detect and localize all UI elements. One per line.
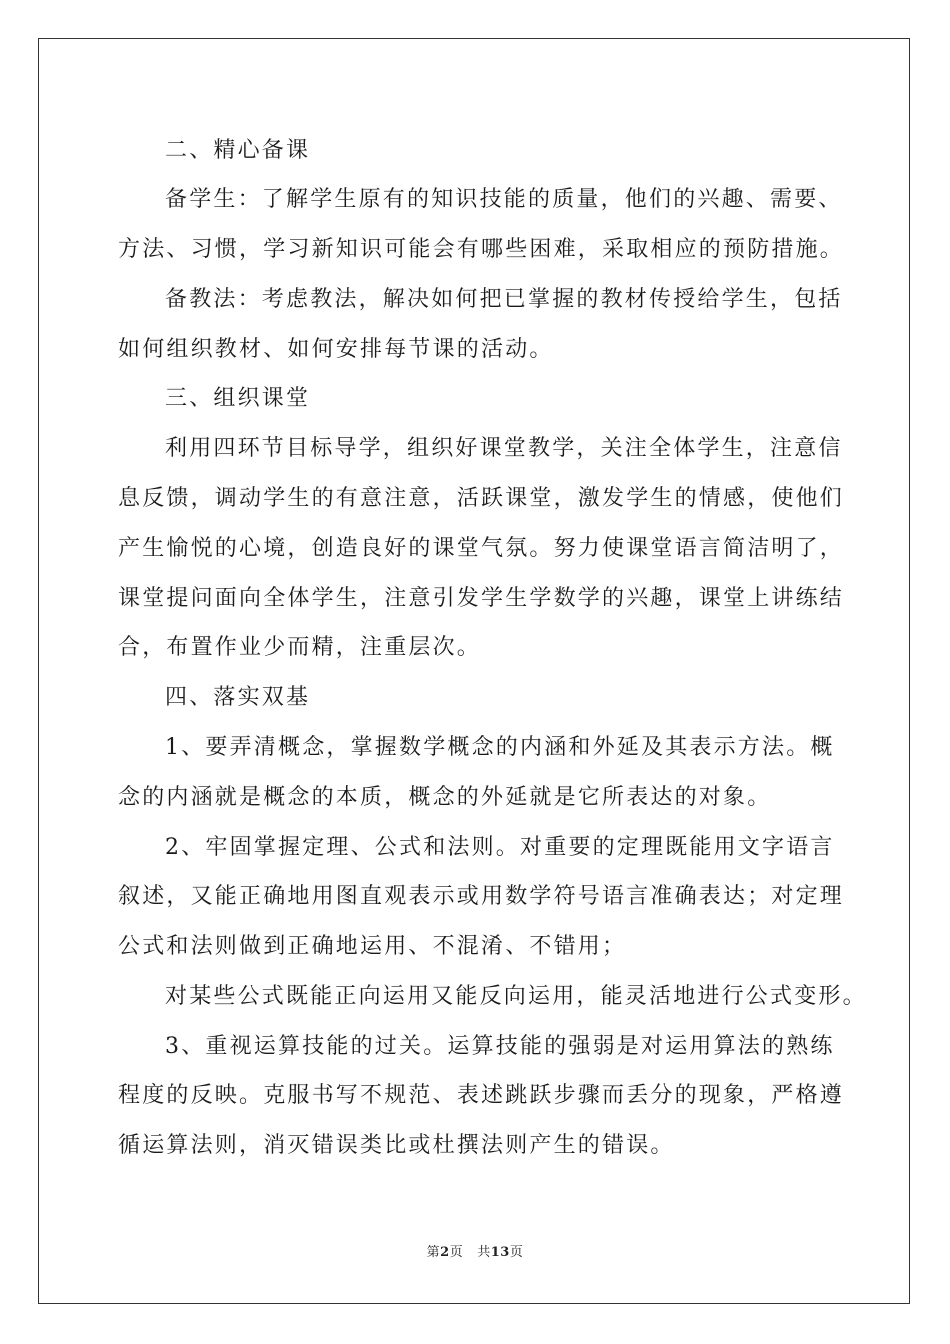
paragraph-line: 产生愉悦的心境，创造良好的课堂气氛。努力使课堂语言简洁明了， xyxy=(118,536,845,561)
total-prefix: 共 xyxy=(477,1245,491,1260)
page-suffix: 页 xyxy=(449,1245,464,1260)
paragraph-line: 对某些公式既能正向运用又能反向运用，能灵活地进行公式变形。 xyxy=(165,984,867,1009)
paragraph-line: 3、重视运算技能的过关。运算技能的强弱是对运用算法的熟练 xyxy=(165,1034,835,1059)
page-border xyxy=(38,38,910,1304)
paragraph-line: 1、要弄清概念，掌握数学概念的内涵和外延及其表示方法。概 xyxy=(165,735,835,760)
paragraph-line: 利用四环节目标导学，组织好课堂教学，关注全体学生，注意信 xyxy=(165,436,843,461)
paragraph-line: 如何组织教材、如何安排每节课的活动。 xyxy=(118,337,554,362)
total-pages: 13 xyxy=(490,1245,510,1260)
paragraph-line: 叙述，又能正确地用图直观表示或用数学符号语言准确表达；对定理 xyxy=(118,884,845,909)
paragraph-line: 息反馈，调动学生的有意注意，活跃课堂，激发学生的情感，使他们 xyxy=(118,486,845,511)
page-footer xyxy=(0,1244,950,1262)
page-number: 2 xyxy=(440,1245,450,1260)
paragraph-line: 备教法：考虑教法，解决如何把已掌握的教材传授给学生，包括 xyxy=(165,287,843,312)
page-prefix: 第 xyxy=(426,1245,441,1260)
paragraph-line: 2、牢固掌握定理、公式和法则。对重要的定理既能用文字语言 xyxy=(165,835,835,860)
paragraph-line: 方法、习惯，学习新知识可能会有哪些困难，采取相应的预防措施。 xyxy=(118,237,845,262)
paragraph-line: 念的内涵就是概念的本质，概念的外延就是它所表达的对象。 xyxy=(118,785,772,810)
paragraph-line: 合，布置作业少而精，注重层次。 xyxy=(118,635,482,660)
paragraph-line: 程度的反映。克服书写不规范、表述跳跃步骤而丢分的现象，严格遵 xyxy=(118,1083,845,1108)
paragraph-line: 备学生：了解学生原有的知识技能的质量，他们的兴趣、需要、 xyxy=(165,187,843,212)
section-heading: 四、落实双基 xyxy=(165,685,311,710)
total-suffix: 页 xyxy=(509,1245,524,1260)
paragraph-line: 循运算法则，消灭错误类比或杜撰法则产生的错误。 xyxy=(118,1133,675,1158)
section-heading: 二、精心备课 xyxy=(165,138,311,163)
paragraph-line: 课堂提问面向全体学生，注意引发学生学数学的兴趣，课堂上讲练结 xyxy=(118,586,845,611)
paragraph-line: 公式和法则做到正确地运用、不混淆、不错用； xyxy=(118,934,627,959)
section-heading: 三、组织课堂 xyxy=(165,386,311,411)
